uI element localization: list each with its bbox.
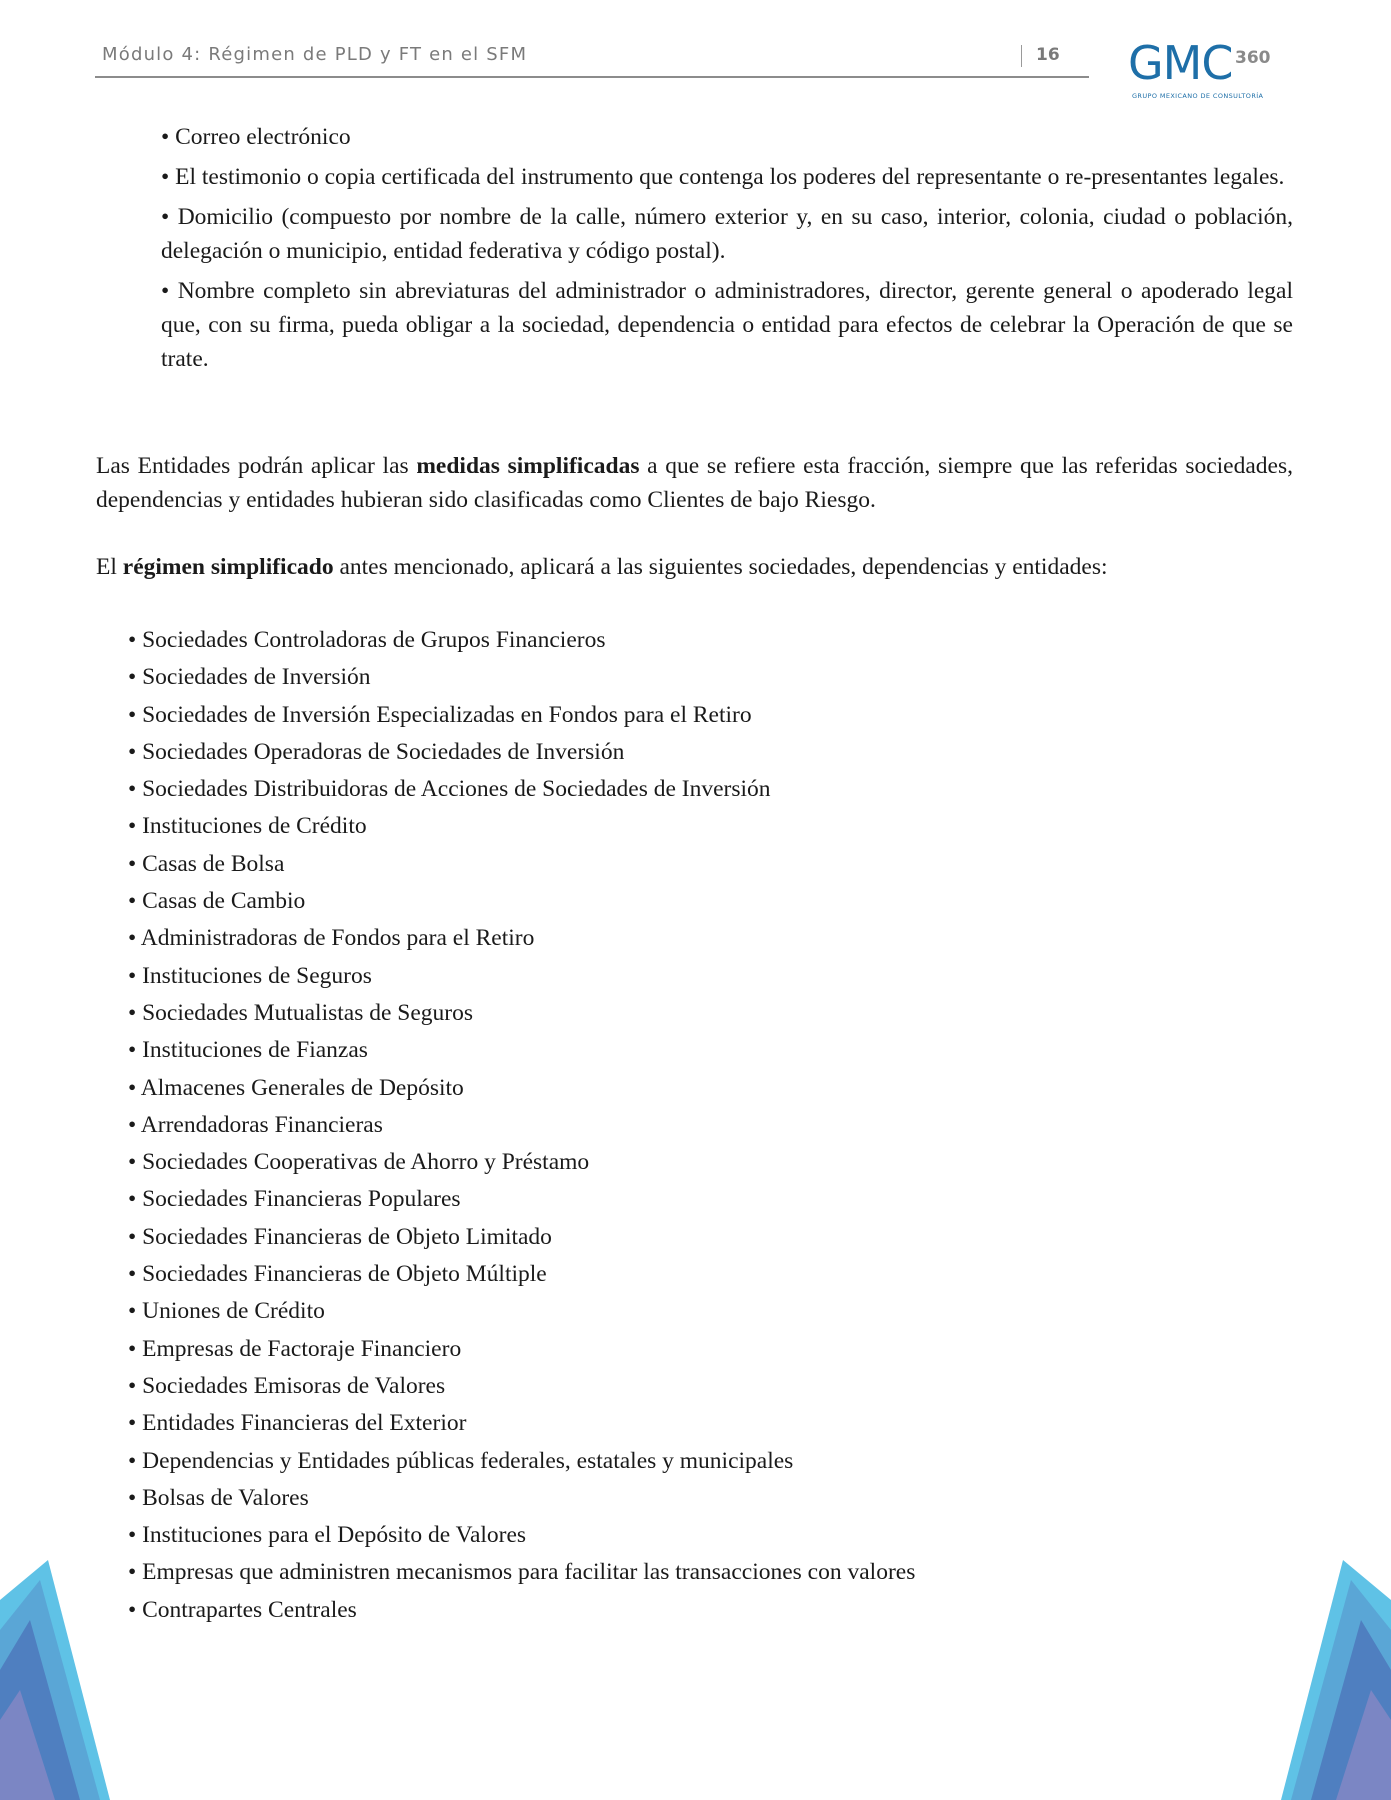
list-item: • Sociedades Financieras de Objeto Múltiple xyxy=(128,1261,547,1288)
list-item: • Instituciones de Fianzas xyxy=(128,1037,368,1064)
list-item: • Sociedades de Inversión Especializadas en Fondos para el Retiro xyxy=(128,701,752,728)
simplified-regime-paragraph xyxy=(96,550,1293,584)
corner-decoration-left xyxy=(0,1560,110,1800)
list-item: • Sociedades Cooperativas de Ahorro y Préstamo xyxy=(128,1149,590,1176)
list-item: • Casas de Cambio xyxy=(128,888,306,915)
entities-list xyxy=(128,622,915,1629)
paragraph-text: antes mencionado, aplicará a las siguientes sociedades, dependencias y entidades: xyxy=(333,554,1108,580)
paragraph-text: Las Entidades podrán aplicar las xyxy=(96,453,417,479)
list-item: • El testimonio o copia certificada del instrumento que contenga los poderes del representante o re-presentantes legales. xyxy=(161,164,1285,190)
list-item: • Arrendadoras Financieras xyxy=(128,1111,383,1138)
list-item: • Contrapartes Centrales xyxy=(128,1596,357,1623)
list-item: • Casas de Bolsa xyxy=(128,850,285,877)
list-item: • Empresas de Factoraje Financiero xyxy=(128,1335,462,1362)
list-item: • Instituciones de Seguros xyxy=(128,962,372,989)
list-item: • Sociedades Distribuidoras de Acciones de Sociedades de Inversión xyxy=(128,776,771,803)
page-number-separator xyxy=(1021,45,1022,67)
gmc-logo xyxy=(1128,36,1278,106)
page-number: 16 xyxy=(1036,45,1060,65)
module-title: Módulo 4: Régimen de PLD y FT en el SFM xyxy=(102,44,528,65)
requirements-list xyxy=(161,120,1293,382)
list-item: • Sociedades Mutualistas de Seguros xyxy=(128,999,474,1026)
list-item: • Domicilio (compuesto por nombre de la calle, número exterior y, en su caso, interior, colonia, ciudad o población, delegación o municipio, entidad federativa y código postal). xyxy=(161,204,1293,264)
list-item: • Dependencias y Entidades públicas federales, estatales y municipales xyxy=(128,1447,794,1474)
simplified-measures-paragraph xyxy=(96,449,1293,517)
list-item: • Sociedades Emisoras de Valores xyxy=(128,1372,446,1399)
list-item: • Uniones de Crédito xyxy=(128,1298,325,1325)
list-item: • Instituciones de Crédito xyxy=(128,813,367,840)
list-item: • Sociedades Financieras Populares xyxy=(128,1186,461,1213)
logo-subtitle: GRUPO MEXICANO DE CONSULTORÍA xyxy=(1132,92,1264,100)
list-item: • Almacenes Generales de Depósito xyxy=(128,1074,464,1101)
logo-superscript: 360 xyxy=(1235,48,1271,68)
list-item: • Bolsas de Valores xyxy=(128,1484,309,1511)
header-divider xyxy=(95,76,1089,78)
corner-decoration-right xyxy=(1281,1560,1391,1800)
list-item: • Instituciones para el Depósito de Valores xyxy=(128,1522,527,1549)
list-item: • Nombre completo sin abreviaturas del administrador o administradores, director, gerente general o apoderado legal que, con su firma, pueda obligar a la sociedad, dependencia o entidad para efectos de celebrar la Operación de que se trate. xyxy=(161,278,1293,372)
list-item: • Correo electrónico xyxy=(161,124,351,150)
list-item: • Administradoras de Fondos para el Retiro xyxy=(128,925,535,952)
logo-wordmark: GMC xyxy=(1128,36,1233,90)
list-item: • Sociedades Operadoras de Sociedades de Inversión xyxy=(128,738,625,765)
list-item: • Entidades Financieras del Exterior xyxy=(128,1410,467,1437)
paragraph-emphasis: medidas simplificadas xyxy=(416,453,640,479)
list-item: • Sociedades Financieras de Objeto Limitado xyxy=(128,1223,552,1250)
list-item: • Sociedades de Inversión xyxy=(128,664,371,691)
list-item: • Empresas que administren mecanismos para facilitar las transacciones con valores xyxy=(128,1559,916,1586)
list-item: • Sociedades Controladoras de Grupos Financieros xyxy=(128,627,606,653)
paragraph-emphasis: régimen simplificado xyxy=(122,554,334,580)
paragraph-text: a que se refiere esta fracción, siempre que las referidas sociedades, dependencias y entidades hubieran sido clasificadas como Clientes de bajo Riesgo. xyxy=(96,453,1293,513)
paragraph-text: El xyxy=(96,554,123,580)
page-header xyxy=(0,0,1391,110)
